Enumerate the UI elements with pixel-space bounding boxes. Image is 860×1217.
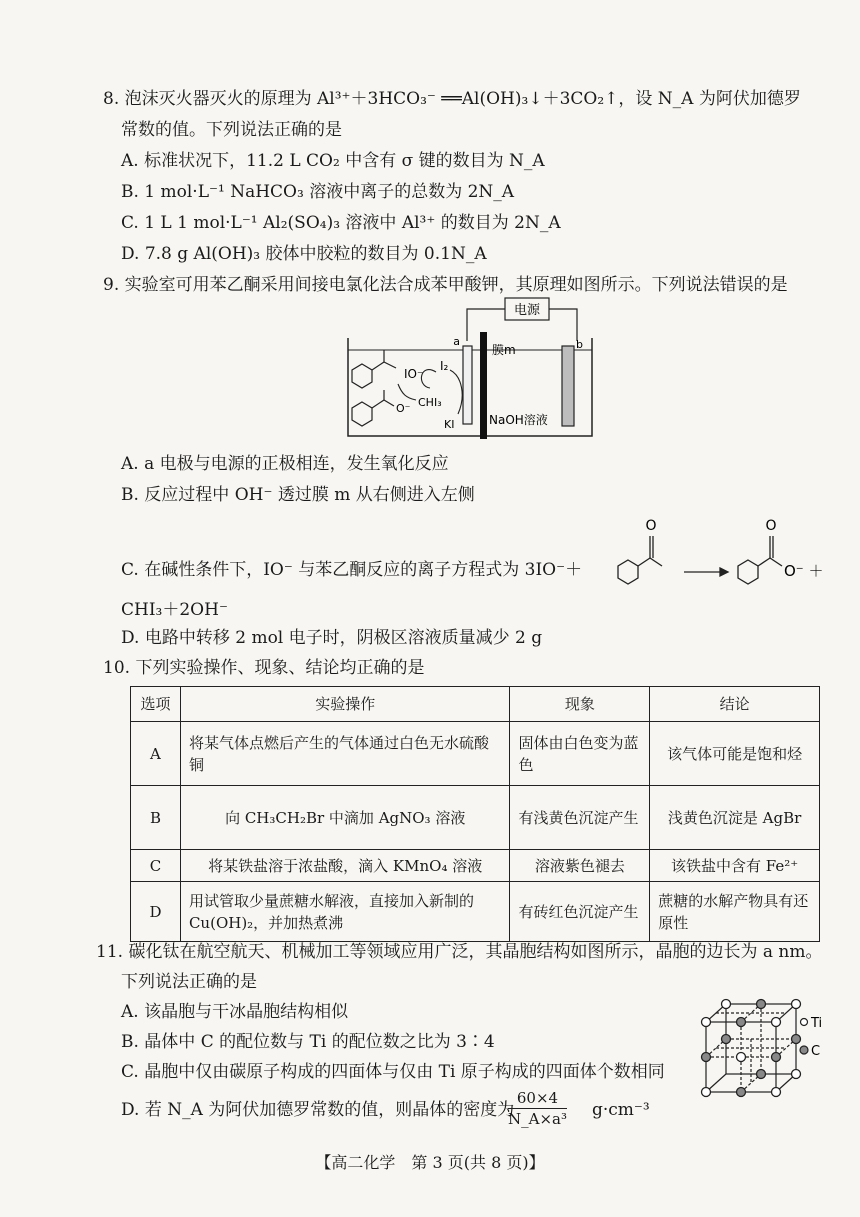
header-phenomenon: 现象	[510, 687, 650, 722]
c-legend-label: C	[811, 1044, 821, 1059]
c-legend-icon	[800, 1046, 808, 1054]
header-conclusion: 结论	[650, 687, 820, 722]
c-o-minus: O⁻ ＋	[784, 562, 824, 580]
power-label: 电源	[513, 303, 541, 318]
row-conclusion: 该铁盐中含有 Fe²⁺	[650, 850, 820, 882]
q9-option-b: B. 反应过程中 OH⁻ 透过膜 m 从右侧进入左侧	[121, 485, 475, 505]
i2-label: I₂	[440, 359, 449, 373]
electrode-a-label: a	[453, 335, 460, 348]
crystal-cell-figure	[700, 998, 840, 1102]
q8-stem-line1: 8. 泡沫灭火器灭火的原理为 Al³⁺＋3HCO₃⁻ ══Al(OH)₃↓＋3CO₂↑，设 N_A 为阿伏加德罗	[103, 89, 801, 109]
q9-option-c-equation	[606, 514, 836, 590]
row-conclusion: 蔗糖的水解产物具有还原性	[650, 882, 820, 942]
table-row	[131, 722, 820, 786]
q11-option-b: B. 晶体中 C 的配位数与 Ti 的配位数之比为 3∶4	[121, 1032, 495, 1052]
benzoate-structure	[352, 390, 394, 426]
io-label: IO⁻	[404, 367, 424, 381]
density-unit: g·cm⁻³	[592, 1100, 650, 1120]
header-option: 选项	[131, 687, 181, 722]
row-operation: 将某气体点燃后产生的气体通过白色无水硫酸铜	[180, 722, 510, 786]
ti-legend-label: Ti	[811, 1016, 823, 1031]
row-operation: 将某铁盐溶于浓盐酸，滴入 KMnO₄ 溶液	[180, 850, 510, 882]
q8-option-b: B. 1 mol·L⁻¹ NaHCO₃ 溶液中离子的总数为 2N_A	[121, 182, 515, 202]
membrane-label: 膜m	[492, 343, 516, 357]
electrolysis-diagram	[340, 296, 600, 446]
q8-stem-line2: 常数的值。下列说法正确的是	[121, 120, 342, 140]
q9-option-d: D. 电路中转移 2 mol 电子时，阴极区溶液质量减少 2 g	[121, 628, 543, 648]
ti-legend-icon	[801, 1019, 808, 1026]
row-label: C	[131, 850, 181, 882]
electrode-b	[562, 346, 574, 426]
page-footer: 【高二化学 第 3 页(共 8 页)】	[315, 1153, 545, 1172]
q9-option-c-prefix: C. 在碱性条件下，IO⁻ 与苯乙酮反应的离子方程式为 3IO⁻＋	[121, 560, 583, 580]
row-conclusion: 该气体可能是饱和烃	[650, 722, 820, 786]
row-label: D	[131, 882, 181, 942]
membrane-m	[480, 332, 487, 439]
row-phenomenon: 有浅黄色沉淀产生	[510, 786, 650, 850]
row-conclusion: 浅黄色沉淀是 AgBr	[650, 786, 820, 850]
q8-option-a: A. 标准状况下，11.2 L CO₂ 中含有 σ 键的数目为 N_A	[121, 151, 545, 171]
q9-option-a: A. a 电极与电源的正极相连，发生氧化反应	[121, 454, 449, 474]
o-minus-label: O⁻	[396, 402, 411, 415]
chi3-label: CHI₃	[418, 396, 442, 409]
q8-option-c: C. 1 L 1 mol·L⁻¹ Al₂(SO₄)₃ 溶液中 Al³⁺ 的数目为 2N_A	[121, 213, 561, 233]
ki-label: KI	[444, 418, 455, 431]
q11-option-a: A. 该晶胞与干冰晶胞结构相似	[121, 1002, 349, 1022]
q11-stem-line2: 下列说法正确的是	[121, 972, 257, 992]
c-oxygen-2: O	[765, 518, 777, 534]
table-row	[131, 786, 820, 850]
q9-option-c-cont: CHI₃＋2OH⁻	[121, 600, 228, 620]
q11-stem-line1: 11. 碳化钛在航空航天、机械加工等领域应用广泛，其晶胞结构如图所示，晶胞的边长为 a nm。	[96, 942, 823, 962]
fraction-numerator: 60×4	[508, 1088, 567, 1109]
row-phenomenon: 固体由白色变为蓝色	[510, 722, 650, 786]
row-phenomenon: 有砖红色沉淀产生	[510, 882, 650, 942]
electrode-b-label: b	[576, 338, 583, 351]
header-operation: 实验操作	[180, 687, 510, 722]
unit-cell-lattice	[706, 1004, 796, 1092]
row-phenomenon: 溶液紫色褪去	[510, 850, 650, 882]
row-operation: 用试管取少量蔗糖水解液，直接加入新制的 Cu(OH)₂，并加热煮沸	[180, 882, 510, 942]
q11-option-c: C. 晶胞中仅由碳原子构成的四面体与仅由 Ti 原子构成的四面体个数相同	[121, 1062, 665, 1082]
q10-stem: 10. 下列实验操作、现象、结论均正确的是	[103, 658, 425, 678]
acetophenone-structure	[352, 350, 396, 388]
naoh-label: NaOH溶液	[489, 413, 548, 427]
row-label: B	[131, 786, 181, 850]
table-header-row	[131, 687, 820, 722]
q9-stem: 9. 实验室可用苯乙酮采用间接电氯化法合成苯甲酸钾，其原理如图所示。下列说法错误的是	[103, 275, 788, 295]
table-row	[131, 882, 820, 942]
experiment-table	[130, 686, 820, 942]
q8-option-d: D. 7.8 g Al(OH)₃ 胶体中胶粒的数目为 0.1N_A	[121, 244, 487, 264]
fraction-denominator: N_A×a³	[508, 1110, 567, 1128]
table-row	[131, 850, 820, 882]
density-fraction	[508, 1088, 567, 1129]
c-oxygen-1: O	[645, 518, 657, 534]
row-operation: 向 CH₃CH₂Br 中滴加 AgNO₃ 溶液	[180, 786, 510, 850]
q11-option-d-prefix: D. 若 N_A 为阿伏加德罗常数的值，则晶体的密度为	[121, 1100, 515, 1120]
electrode-a	[463, 346, 472, 424]
row-label: A	[131, 722, 181, 786]
